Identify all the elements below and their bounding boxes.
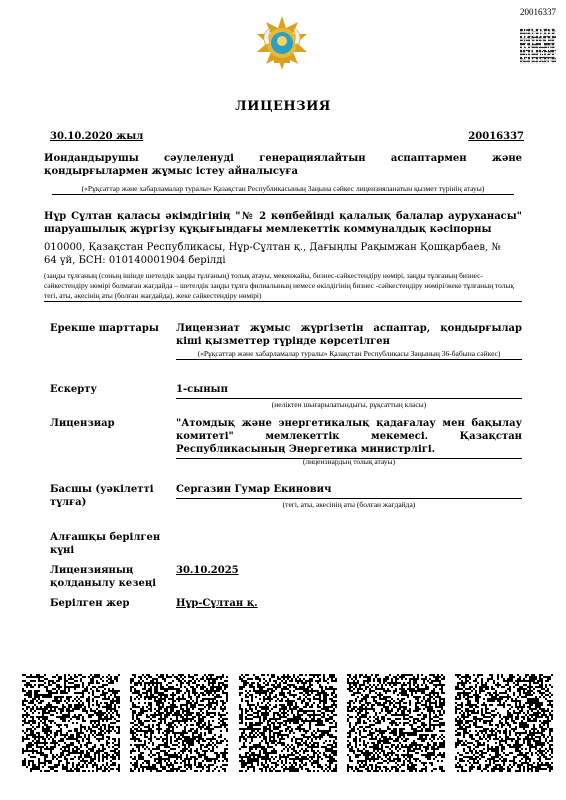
first-issue-label: Алғашқы берілген күні — [50, 532, 161, 556]
licensor-note: (лицензиардың толық атауы) — [302, 457, 396, 466]
licensor-label: Лицензиар — [50, 418, 115, 429]
activity-type: Иондандырушы сәулеленуді генерациялайтын аспаптармен және қондырғылармен жұмыс істеу айналысуға — [44, 153, 522, 177]
head-label: Басшы (уәкілетті тұлға) — [50, 484, 154, 508]
head-note: (тегі, аты, әкесінің аты (болған жағдайда) — [282, 500, 416, 509]
issue-date: 30.10.2020 жыл — [50, 131, 144, 142]
top-document-number: 20016337 — [520, 7, 556, 17]
validity-value: 30.10.2025 — [176, 565, 239, 576]
licensor-value: "Атомдық және энергетикалық қадағалау мен бақылау комитеті" мемлекеттік мекемесі. Қазақстан Республикасының Энергетика министрлігі. — [176, 417, 522, 459]
licensee-note: (заңды тұлғаның (соның ішінде шетелдік заңды тұлғаның) толық атауы, мекенжайы, бизнес-сәйкестендіру нөмірі, заңды тұлғаның бизнес-сәйкестендіру нөмірі болмаған жағдайда – шетелдік заңды тұлға филиалының немесе өкілдігінің бизнес -сәйкестендіру нөмірі/жеке тұлғаның толық тегі, аты, әкесінің аты (болған жағдайда), жеке сәйкестендіру нөмірі) — [44, 271, 522, 302]
licensee-name: Нұр Сұлтан қаласы әкімдігінің "№ 2 көпбейінді қалалық балалар ауруханасы" шаруашылық жүргізу құқығындағы мемлекеттік коммуналдық кәсіпорны — [44, 211, 522, 235]
licensee-address: 010000, Қазақстан Республикасы, Нұр-Сұлтан қ., Дағыңлы Рақымжан Қошқарбаев, № 64 үй, БСН: 010140001904 берілді — [44, 242, 501, 266]
qr-code-icon — [455, 674, 553, 772]
special-conditions-note: («Рұқсаттар және хабарламалар туралы» Қазақстан Республикасы Заңының 36-бабына сәйкес) — [176, 349, 522, 360]
head-value: Сергазин Гумар Екинович — [176, 483, 522, 499]
remark-label: Ескерту — [50, 384, 97, 395]
qr-code-icon — [239, 674, 337, 772]
place-label: Берілген жер — [50, 598, 130, 609]
place-value: Нұр-Сұлтан қ. — [176, 598, 258, 609]
qr-code-icon — [347, 674, 445, 772]
kazakhstan-emblem-icon — [253, 14, 311, 72]
remark-value: 1-сынып — [176, 383, 522, 399]
qr-code-icon — [520, 28, 556, 64]
qr-code-icon — [130, 674, 228, 772]
special-conditions-label: Ерекше шарттары — [50, 323, 159, 334]
activity-note: («Рұқсаттар және хабарламалар туралы» Қазақстан Республикасының Заңына сәйкес лицензияланатын қызмет түрінің атауы) — [52, 184, 514, 195]
license-number: 20016337 — [468, 131, 524, 142]
validity-label: Лицензияның қолданылу кезеңі — [50, 565, 157, 589]
document-title: ЛИЦЕНЗИЯ — [235, 99, 331, 114]
special-conditions-value: Лицензиат жұмыс жүргізетін аспаптар, қондырғылар кіші қызметтер түрінде көрсетілген — [176, 323, 522, 347]
qr-code-icon — [22, 674, 120, 772]
remark-note: (иеліктен шығарылатындығы, рұқсаттың класы) — [271, 400, 427, 409]
